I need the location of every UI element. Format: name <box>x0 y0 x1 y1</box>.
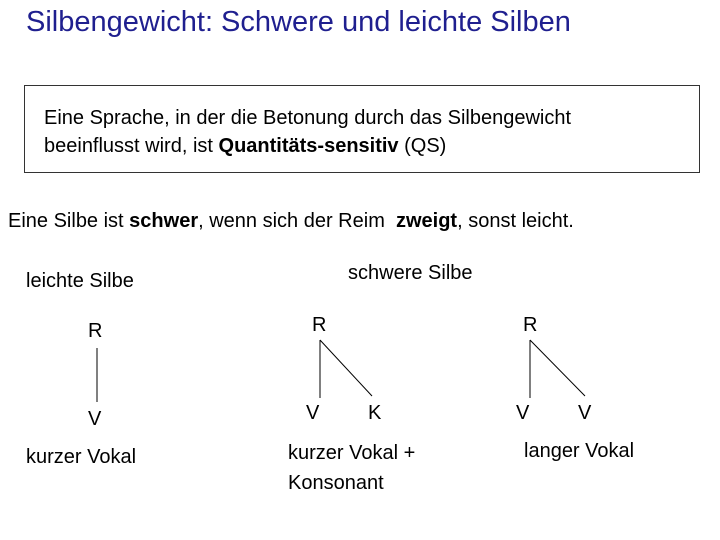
heavy1-caption-line-1: kurzer Vokal + <box>288 442 416 464</box>
definition-term: Quantitäts-sensitiv <box>218 135 399 157</box>
heavy1-vowel-node: V <box>306 402 320 424</box>
light-syllable-heading: leichte Silbe <box>26 270 134 292</box>
rule-pre: Eine Silbe ist <box>8 210 130 232</box>
rule-term-zweigt: zweigt <box>395 210 458 232</box>
heavy-syllable-heading: schwere Silbe <box>348 262 473 284</box>
heavy2-rime-node: R <box>523 314 538 336</box>
definition-line-2-pre: beeinflusst wird, ist <box>44 135 219 157</box>
heavy2-vowel-node-2: V <box>578 402 592 424</box>
rule-term-schwer: schwer <box>129 210 199 232</box>
definition-line-1: Eine Sprache, in der die Betonung durch das Silbengewicht <box>44 107 572 129</box>
heavy2-right-branch-line <box>530 340 585 396</box>
rule-post: , sonst leicht. <box>457 210 574 232</box>
definition-line-2-post: (QS) <box>398 135 447 157</box>
light-nucleus-node: V <box>88 408 102 430</box>
heavy2-caption: langer Vokal <box>524 440 635 462</box>
heavy1-right-branch-line <box>320 340 372 396</box>
rule-mid: , wenn sich der Reim <box>198 210 396 232</box>
heavy1-caption-line-2: Konsonant <box>288 472 384 494</box>
page-title: Silbengewicht: Schwere und leichte Silben <box>26 6 571 38</box>
light-caption: kurzer Vokal <box>26 446 137 468</box>
heavy1-rime-node: R <box>312 314 327 336</box>
heavy1-consonant-node: K <box>368 402 382 424</box>
heavy2-vowel-node-1: V <box>516 402 530 424</box>
heavy1-caption <box>288 438 415 498</box>
light-rime-node: R <box>88 320 103 342</box>
